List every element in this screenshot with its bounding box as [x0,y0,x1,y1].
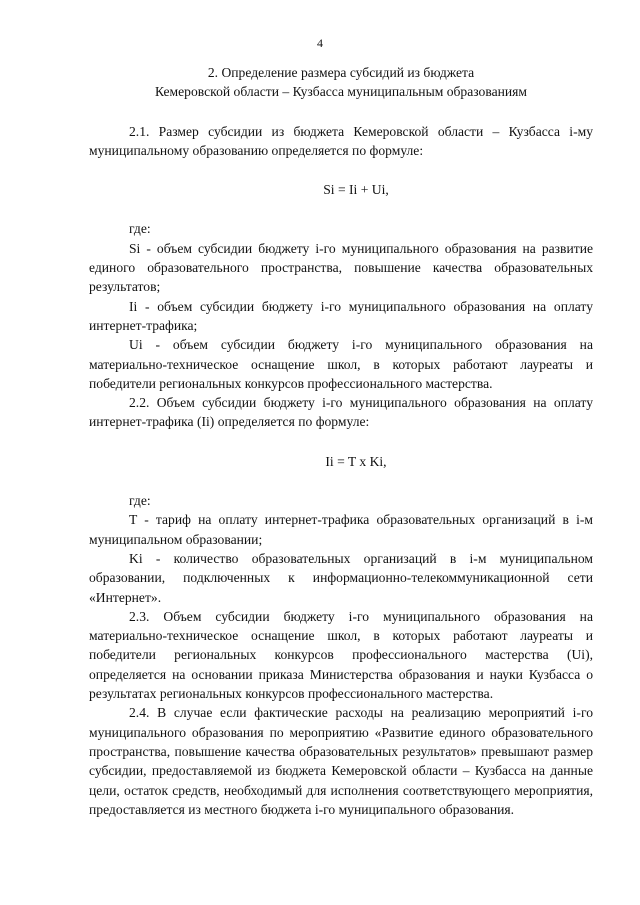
document-body [89,63,593,819]
where-label-1: где: [129,221,151,237]
spacer [89,432,593,452]
paragraph-2-1: 2.1. Размер субсидии из бюджета Кемеровской области – Кузбасса i-му муниципальному образованию определяется по формуле: [89,123,593,158]
paragraph-2-4: 2.4. В случае если фактические расходы на реализацию мероприятий i-го муниципального образования по мероприятию «Развитие единого образовательного пространства, повышение качества образовательных результатов» превышают размер субсидии, предоставляемой из бюджета Кемеровской области – Кузбасса на данные цели, остаток средств, необходимый для исполнения соответствующего мероприятия, предоставляется из местного бюджета i-го муниципального образования. [89,705,593,817]
section-heading [89,63,593,102]
section-heading-line-2: Кемеровской области – Кузбасса муниципальным образованиям [154,84,528,100]
paragraph-2-2: 2.2. Объем субсидии бюджету i-го муниципального образования на оплату интернет-трафика (Ii) определяется по формуле: [89,395,593,430]
spacer [89,199,593,219]
definition-si: Si - объем субсидии бюджету i-го муниципального образования на развитие единого образовательного пространства, повышение качества образовательных результатов; [89,240,593,295]
formula-si: Si = Ii + Ui, [323,182,389,198]
definition-t: T - тариф на оплату интернет-трафика образовательных организаций в i-м муниципальном образовании; [89,512,593,547]
formula-ii: Ii = T x Ki, [325,453,387,469]
spacer [89,160,593,180]
section-heading-line-1: 2. Определение размера субсидий из бюджета [207,65,475,80]
where-label-2: где: [129,493,151,509]
definition-ui: Ui - объем субсидии бюджету i-го муниципального образования на материально-техническое оснащение школ, в которых работают лауреаты и победители региональных конкурсов профессионального мастерства. [89,337,593,391]
definition-ii: Ii - объем субсидии бюджету i-го муниципального образования на оплату интернет-трафика; [89,298,593,333]
definition-ki: Ki - количество образовательных организаций в i-м муниципальном образовании, подключенных к информационно-телекоммуникационной сети «Интернет». [89,550,593,605]
page-number: 4 [317,36,323,50]
spacer [89,102,593,122]
paragraph-2-3: 2.3. Объем субсидии бюджету i-го муниципального образования на материально-техническое оснащение школ, в которых работают лауреаты и победители региональных конкурсов профессионального мастерства (Ui), определяется на основании приказа Министерства образования и науки Кузбасса о результатах региональных конкурсов профессионального мастерства. [89,608,593,702]
spacer [89,471,593,491]
